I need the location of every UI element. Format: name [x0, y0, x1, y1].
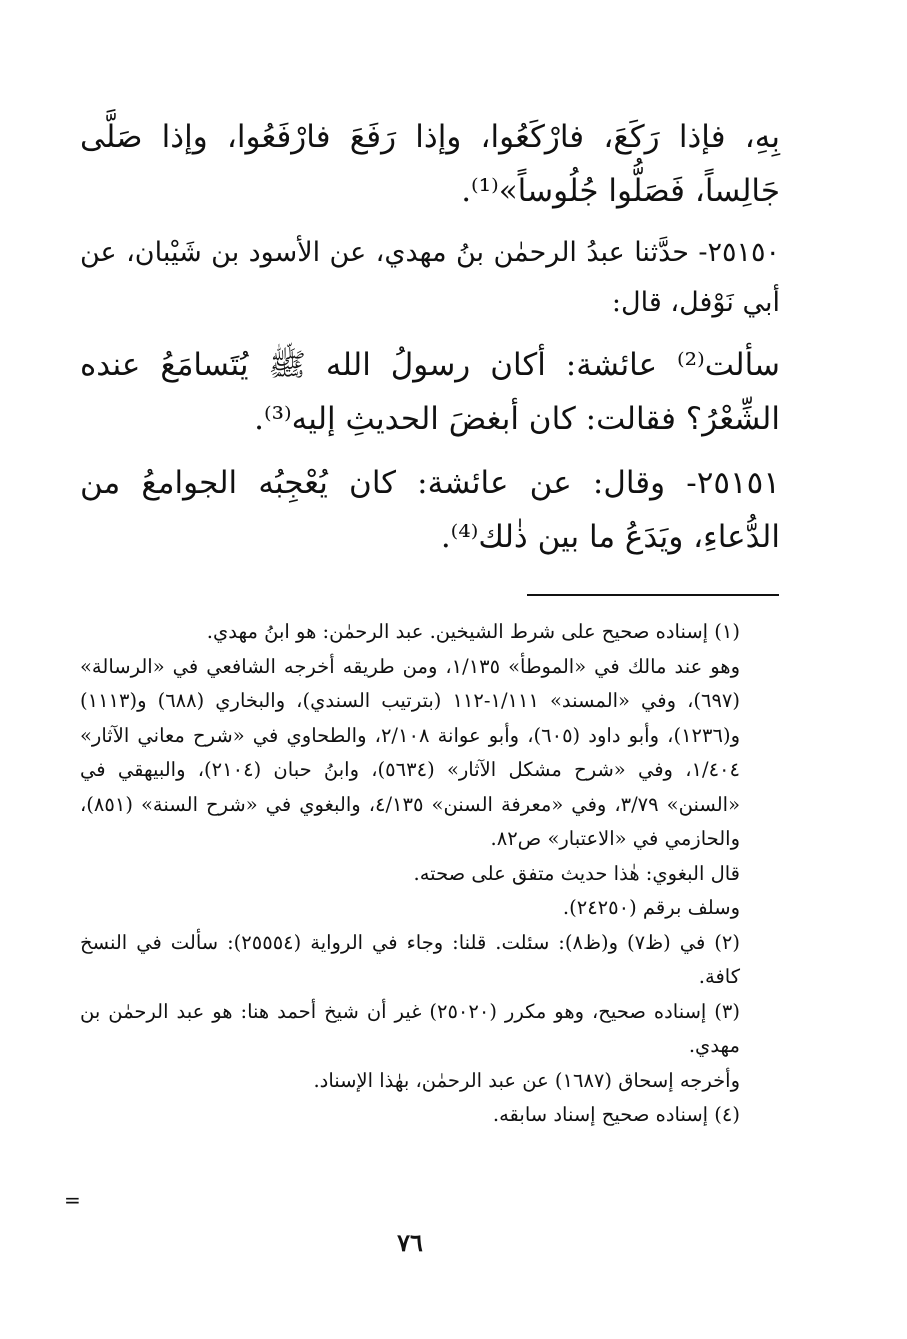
footnote-separator — [527, 594, 779, 596]
footnote-4: (٤) إسناده صحيح إسناد سابقه. — [492, 1103, 740, 1126]
main-text — [80, 110, 780, 574]
footnote-3-ishaq: وأخرجه إسحاق (١٦٨٧) عن عبد الرحمٰن، بهٰذا الإسناد. — [313, 1068, 740, 1092]
footnote-1-sources: وهو عند مالك في «الموطأ» ١/١٣٥، ومن طريقه أخرجه الشافعي في «الرسالة» (٦٩٧)، وفي «المسند» ١/١١١-١١٢ (بترتيب السندي)، والبخاري (٦٨٨) و(١١١٣) و(١٢٣٦)، وأبو داود (٦٠٥)، وأبو عوانة ٢/١٠٨، والطحاوي في «شرح معاني الآثار» ١/٤٠٤، وفي «شرح مشكل الآثار» (٥٦٣٤)، وابنُ حبان (٢١٠٤)، والبيهقي في «السنن» ٣/٧٩، وفي «معرفة السنن» ٤/١٣٥، والبغوي في «شرح السنة» (٨٥١)، والحازمي في «الاعتبار» ص٨٢. — [80, 654, 741, 850]
continuation-mark: = — [64, 1188, 81, 1212]
footnotes — [80, 615, 780, 1133]
hadith-25150-matn: سألت⁽²⁾ عائشة: أكان رسولُ الله ﷺ يُتَسامَعُ عنده الشِّعْرُ؟ فقالت: كان أبغضَ الحديثِ إليه⁽³⁾. — [80, 347, 780, 437]
footnote-1: (١) إسناده صحيح على شرط الشيخين. عبد الرحمٰن: هو ابنُ مهدي. — [206, 620, 740, 643]
footnote-1-baghawi: قال البغوي: هٰذا حديث متفق على صحته. — [413, 861, 740, 885]
footnote-2: (٢) في (ظ٧) و(ظ٨): سئلت. قلنا: وجاء في الرواية (٢٥٥٥٤): سألت في النسخ كافة. — [80, 930, 740, 988]
hadith-text-continuation: بِهِ، فإذا رَكَعَ، فارْكَعُوا، وإذا رَفَعَ فارْفَعُوا، وإذا صَلَّى جَالِساً، فَصَلُّوا جُلُوساً»⁽¹⁾. — [80, 119, 780, 209]
page-number: ٧٦ — [397, 1228, 423, 1257]
footnote-1-cross-ref: وسلف برقم (٢٤٢٥٠). — [562, 896, 740, 919]
hadith-25151: ٢٥١٥١- وقال: عن عائشة: كان يُعْجِبُه الجوامعُ من الدُّعاءِ، ويَدَعُ ما بين ذٰلك⁽⁴⁾. — [80, 465, 780, 555]
hadith-25150-isnad: ٢٥١٥٠- حدَّثنا عبدُ الرحمٰن بنُ مهدي، عن الأسود بن شَيْبان، عن أبي نَوْفل، قال: — [80, 237, 780, 318]
footnote-3: (٣) إسناده صحيح، وهو مكرر (٢٥٠٢٠) غير أن شيخ أحمد هنا: هو عبد الرحمٰن بن مهدي. — [80, 999, 741, 1057]
